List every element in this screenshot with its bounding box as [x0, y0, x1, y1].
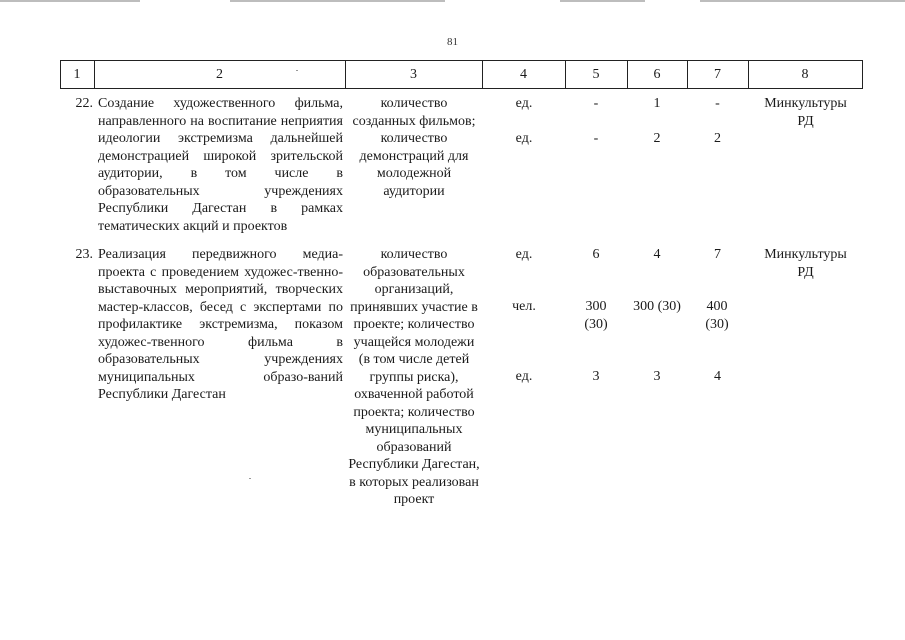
- column-6-value: 2: [653, 131, 661, 146]
- unit-value: ед.: [515, 369, 533, 384]
- column-7-value: -: [715, 96, 720, 111]
- scan-edge-line: [230, 0, 445, 2]
- unit-value: ед.: [515, 131, 533, 146]
- row-number: 23.: [75, 247, 93, 262]
- column-header-1: 1: [73, 67, 81, 82]
- column-header-3: 3: [410, 67, 417, 82]
- activity-description: Создание художественного фильма, направленного на воспитание неприятия идеологии экстремизма дальнейшей демонстрацией широкой зрительской аудитории, в том числе в образовательных учреждениях Республики Дагестан в рамках тематических акций и проектов: [98, 96, 343, 234]
- unit-value: ед.: [515, 96, 533, 111]
- unit-value: чел.: [512, 299, 536, 314]
- column-5-value: -: [593, 96, 599, 111]
- activity-description: Реализация передвижного медиа-проекта с проведением художес-твенно-выставочных мероприятий, творческих мастер-классов, бесед с экспертами по профилактике экстремизма, показом художес-твенного фильма в образовательных учреждениях муниципальных образо-ваний Республики Дагестан: [98, 247, 343, 402]
- column-6-value: 1: [653, 96, 661, 111]
- scan-edge-line: [560, 0, 645, 2]
- scan-speck: [249, 478, 251, 479]
- scan-edge-line: [700, 0, 905, 2]
- column-header-5: 5: [592, 67, 600, 82]
- column-header-4: 4: [520, 67, 527, 82]
- column-6-value: 3: [653, 369, 661, 384]
- column-7-value: 4: [714, 369, 721, 384]
- column-6-value: 4: [653, 247, 661, 262]
- column-7-value: 400 (30): [705, 299, 729, 332]
- column-5-value: 3: [592, 369, 600, 384]
- header-bottom-border: [60, 88, 863, 89]
- column-6-value: 300 (30): [633, 299, 681, 314]
- column-header-8: 8: [801, 67, 809, 82]
- unit-value: ед.: [515, 247, 533, 262]
- page-number: 81: [447, 36, 458, 48]
- indicator-description: количество образовательных организаций, принявших участие в проекте; количество учащейся молодежи (в том числе детей группы риска), охваченной работой проекта; количество муниципальных образований Республики Дагестан, в которых реализован проект: [348, 247, 480, 507]
- column-5-value: -: [593, 131, 599, 146]
- column-header-7: 7: [714, 67, 721, 82]
- row-number: 22.: [75, 96, 93, 111]
- executor: Минкультуры РД: [764, 96, 847, 129]
- executor: Минкультуры РД: [764, 247, 847, 280]
- indicator-description: количество созданных фильмов; количество демонстраций для молодежной аудитории: [352, 96, 476, 199]
- column-header-6: 6: [653, 67, 661, 82]
- scan-speck: [296, 70, 298, 71]
- column-7-value: 7: [714, 247, 721, 262]
- column-5-value: 6: [592, 247, 600, 262]
- column-7-value: 2: [714, 131, 721, 146]
- column-divider: [862, 60, 863, 89]
- column-header-2: 2: [216, 67, 223, 82]
- column-5-value: 300 (30): [584, 299, 608, 332]
- scan-edge-line: [0, 0, 140, 2]
